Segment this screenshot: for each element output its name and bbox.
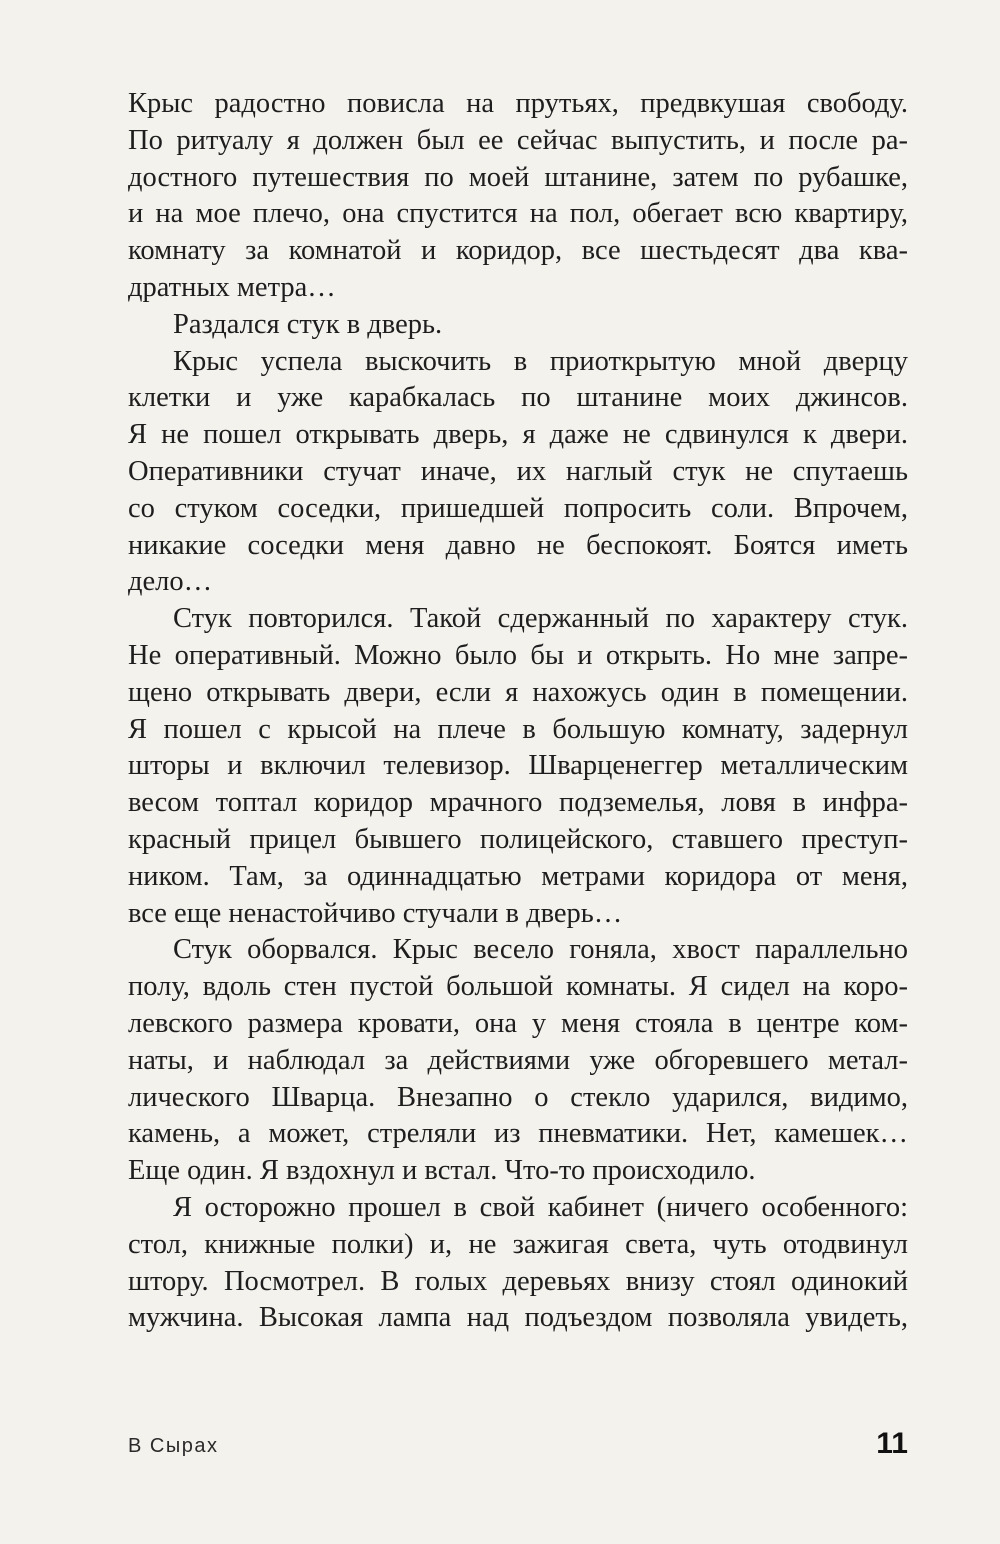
paragraph	[128, 932, 908, 1190]
text-line: мужчина. Высокая лампа над подъездом позволяла увидеть,	[128, 1302, 908, 1334]
text-line: Я пошел с крысой на плече в большую комнату, задернул	[128, 713, 908, 745]
text-line: левского размера кровати, она у меня стояла в центре ком-	[128, 1007, 908, 1039]
page-number: 11	[876, 1427, 908, 1460]
text-line: ником. Там, за одиннадцатью метрами коридора от меня,	[128, 860, 908, 892]
text-line: По ритуалу я должен был ее сейчас выпустить, и после ра-	[128, 124, 908, 156]
running-title: В Сырах	[128, 1435, 219, 1457]
text-line: камень, а может, стреляли из пневматики. Нет, камешек…	[128, 1118, 908, 1150]
text-line: клетки и уже карабкалась по штанине моих джинсов.	[128, 382, 908, 414]
text-line: стол, книжные полки) и, не зажигая света, чуть отодвинул	[128, 1228, 908, 1260]
text-line: красный прицел бывшего полицейского, ставшего преступ-	[128, 823, 908, 855]
text-line: лического Шварца. Внезапно о стекло ударился, видимо,	[128, 1081, 908, 1113]
body-text	[128, 86, 908, 1337]
text-line: никакие соседки меня давно не беспокоят. Боятся иметь	[128, 529, 908, 561]
text-line: Оперативники стучат иначе, их наглый стук не спутаешь	[128, 455, 908, 487]
paragraph	[128, 86, 908, 307]
paragraph	[128, 307, 908, 344]
text-line: все еще ненастойчиво стучали в дверь…	[128, 897, 623, 929]
text-line: Раздался стук в дверь.	[173, 308, 443, 340]
text-line: дело…	[128, 566, 213, 598]
text-line: весом топтал коридор мрачного подземелья, ловя в инфра-	[128, 787, 908, 819]
text-line: полу, вдоль стен пустой большой комнаты. Я сидел на коро-	[128, 971, 908, 1003]
paragraph	[128, 1190, 908, 1337]
text-line: со стуком соседки, пришедшей попросить соли. Впрочем,	[128, 492, 908, 524]
text-line: и на мое плечо, она спустится на пол, обегает всю квартиру,	[128, 198, 908, 230]
text-line: щено открывать двери, если я нахожусь один в помещении.	[128, 676, 908, 708]
text-line: Я не пошел открывать дверь, я даже не сдвинулся к двери.	[128, 419, 908, 451]
paragraph	[128, 344, 908, 602]
text-line: Стук оборвался. Крыс весело гоняла, хвост параллельно	[173, 934, 908, 966]
text-line: штору. Посмотрел. В голых деревьях внизу стоял одинокий	[128, 1265, 908, 1297]
text-line: Еще один. Я вздохнул и встал. Что-то происходило.	[128, 1155, 756, 1187]
text-line: дратных метра…	[128, 271, 336, 303]
text-line: Не оперативный. Можно было бы и открыть. Но мне запре-	[128, 639, 908, 671]
text-line: наты, и наблюдал за действиями уже обгоревшего метал-	[128, 1044, 908, 1076]
text-line: комнату за комнатой и коридор, все шестьдесят два ква-	[128, 235, 908, 267]
text-line: достного путешествия по моей штанине, затем по рубашке,	[128, 161, 908, 193]
text-line: Я осторожно прошел в свой кабинет (ничего особенного:	[173, 1191, 908, 1223]
text-line: Крыс радостно повисла на прутьях, предвкушая свободу.	[128, 88, 908, 119]
paragraph	[128, 601, 908, 932]
text-line: Стук повторился. Такой сдержанный по характеру стук.	[173, 603, 908, 635]
text-line: Крыс успела выскочить в приоткрытую мной дверцу	[173, 345, 908, 377]
text-line: шторы и включил телевизор. Шварценеггер металлическим	[128, 750, 908, 782]
